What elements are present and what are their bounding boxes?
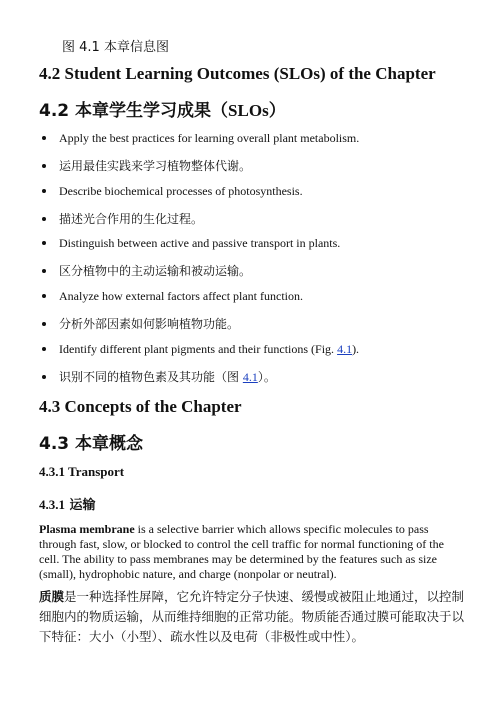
section-heading-4-2-cn [39, 96, 286, 121]
section-heading-4-2-en: 4.2 Student Learning Outcomes (SLOs) of the Chapter [39, 64, 436, 83]
subsection-title: 运输 [65, 498, 96, 513]
list-item-text: Identify different plant pigments and their functions (Fig. [59, 342, 338, 356]
list-item-text-end: ). [352, 342, 360, 356]
section-heading-4-3-en: 4.3 Concepts of the Chapter [39, 397, 242, 416]
list-item [42, 262, 251, 279]
list-item-text-end: ）。 [257, 370, 276, 384]
bullet-icon [42, 375, 46, 379]
bullet-icon [42, 269, 46, 273]
term-plasma-membrane: Plasma membrane [39, 522, 135, 536]
paragraph-en-body: is a selective barrier which allows specific molecules to pass through fast, slow, or blocked to control the cell traffic for normal functioning of the cell. The ability to pass membranes may be determined by the features such as size (small), hydrophobic nature, and charge (nonpolar or neutral). [39, 522, 444, 581]
list-item [42, 131, 359, 146]
list-item [42, 210, 203, 227]
heading-cn-slos: SLOs [228, 101, 269, 120]
list-item-text: 区分植物中的主动运输和被动运输。 [59, 264, 252, 278]
subsection-heading-4-3-1-cn [39, 494, 96, 513]
bullet-icon [42, 347, 46, 351]
list-item-text: 识别不同的植物色素及其功能（图 [59, 370, 243, 384]
paragraph-en [39, 522, 464, 582]
bullet-icon [42, 136, 46, 140]
list-item [42, 342, 359, 357]
subsection-heading-4-3-1-en: 4.3.1 Transport [39, 464, 125, 479]
list-item-text: 描述光合作用的生化过程。 [59, 212, 204, 226]
term-zhimo: 质膜 [39, 589, 65, 604]
section-heading-4-3-cn: 4.3 本章概念 [39, 434, 144, 454]
paragraph-cn [39, 587, 467, 647]
bullet-icon [42, 294, 46, 298]
list-item-text: Describe biochemical processes of photosynthesis. [59, 184, 303, 198]
list-item [42, 184, 303, 199]
list-item-text: 运用最佳实践来学习植物整体代谢。 [59, 159, 252, 173]
bullet-icon [42, 241, 46, 245]
list-item-text: Apply the best practices for learning overall plant metabolism. [59, 131, 360, 145]
bullet-icon [42, 322, 46, 326]
list-item [42, 157, 251, 174]
heading-cn-prefix: 4.2 本章学生学习成果（ [39, 101, 229, 121]
heading-cn-suffix: ） [268, 101, 286, 121]
bullet-icon [42, 217, 46, 221]
subsection-number: 4.3.1 [39, 497, 65, 512]
list-item [42, 236, 340, 251]
figure-link[interactable]: 4.1 [337, 342, 353, 356]
list-item [42, 368, 276, 385]
figure-caption: 图 4.1 本章信息图 [62, 40, 169, 55]
paragraph-cn-body: 是一种选择性屏障，它允许特定分子快速、缓慢或被阻止地通过，以控制细胞内的物质运输，从而维持细胞的正常功能。物质能否通过膜可能取决于以下特征：大小（小型）、疏水性以及电荷（非极性或中性）。 [39, 589, 465, 644]
list-item [42, 289, 303, 304]
bullet-icon [42, 189, 46, 193]
list-item [42, 315, 239, 332]
bullet-icon [42, 164, 46, 168]
list-item-text: 分析外部因素如何影响植物功能。 [59, 317, 240, 331]
list-item-text: Distinguish between active and passive transport in plants. [59, 236, 341, 250]
figure-link[interactable]: 4.1 [242, 370, 258, 384]
list-item-text: Analyze how external factors affect plant function. [59, 289, 304, 303]
